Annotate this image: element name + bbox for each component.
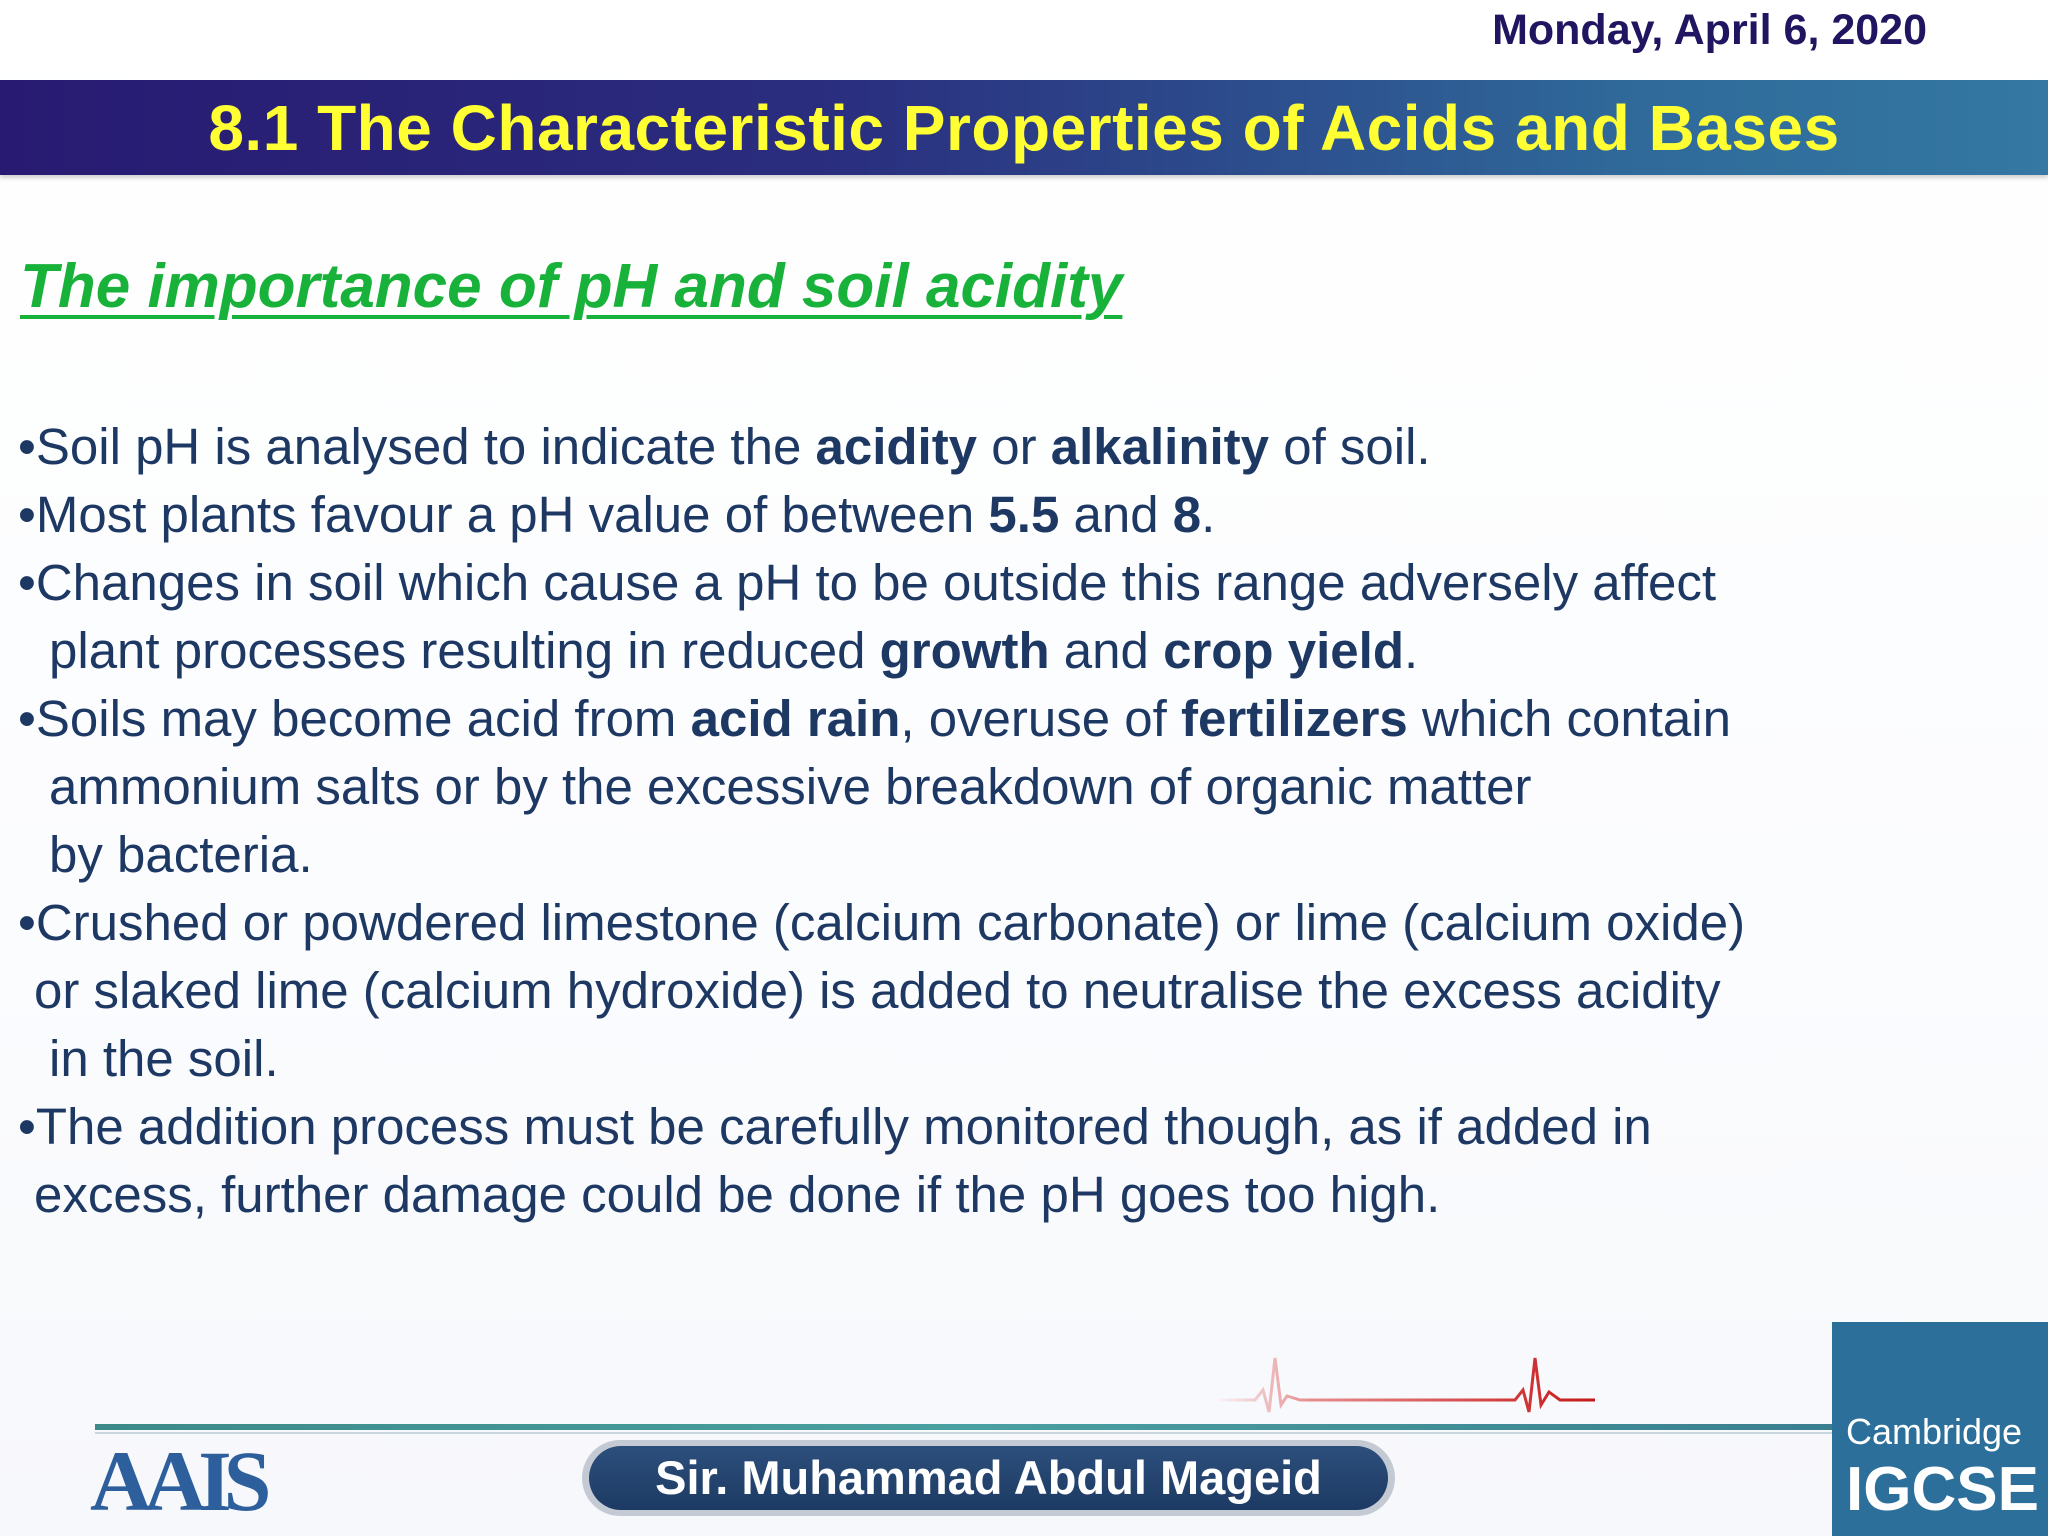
- bullet-text: .: [1201, 486, 1216, 543]
- section-subtitle: The importance of pH and soil acidity: [20, 252, 1123, 321]
- bullet-text: plant processes resulting in reduced: [49, 622, 880, 679]
- slide-date: Monday, April 6, 2020: [1492, 6, 1927, 54]
- bullet-monitoring-cont: excess, further damage could be done if the pH goes too high.: [34, 1166, 1441, 1223]
- bold-term: 8: [1172, 486, 1202, 543]
- bullet-soil-ph: [18, 413, 2008, 481]
- svg-text:AAIS: AAIS: [90, 1440, 264, 1520]
- bullet-limestone-cont: or slaked lime (calcium hydroxide) is added to neutralise the excess acidity: [34, 962, 1721, 1019]
- bullet-acid-soils-cont: by bacteria.: [49, 826, 313, 883]
- badge-cambridge-label: Cambridge: [1846, 1411, 2023, 1452]
- bold-term: 5.5: [988, 486, 1060, 543]
- bullet-text: •Most plants favour a pH value of between: [18, 486, 989, 543]
- slide-title: 8.1 The Characteristic Properties of Acids and Bases: [208, 92, 1840, 164]
- bullet-text: , overuse of: [900, 690, 1182, 747]
- bold-term: fertilizers: [1181, 690, 1408, 747]
- author-name: Sir. Muhammad Abdul Mageid: [589, 1446, 1388, 1510]
- bullet-text: of soil.: [1269, 418, 1431, 475]
- bullet-limestone-cont: in the soil.: [49, 1030, 279, 1087]
- bold-term: growth: [879, 622, 1050, 679]
- bullet-text: •Soils may become acid from: [18, 690, 691, 747]
- bold-term: alkalinity: [1050, 418, 1270, 475]
- heartbeat-line-icon: [1215, 1350, 1595, 1420]
- bullet-text: and: [1059, 486, 1173, 543]
- aais-logo: [90, 1440, 320, 1520]
- footer-divider: [95, 1424, 1835, 1430]
- bullet-acid-soils-cont: ammonium salts or by the excessive breakdown of organic matter: [49, 758, 1532, 815]
- bullet-text: and: [1049, 622, 1164, 679]
- bullet-acid-soils: [18, 685, 2008, 753]
- footer-divider-shadow: [95, 1432, 1835, 1434]
- bullet-monitoring: •The addition process must be carefully monitored though, as if added in: [18, 1098, 1652, 1155]
- bold-term: acidity: [815, 418, 978, 475]
- bold-term: acid rain: [690, 690, 901, 747]
- bullet-list: [18, 413, 2008, 1229]
- bullet-limestone: •Crushed or powdered limestone (calcium carbonate) or lime (calcium oxide): [18, 894, 1746, 951]
- bullet-text: •Soil pH is analysed to indicate the: [18, 418, 816, 475]
- bullet-text: which contain: [1407, 690, 1731, 747]
- badge-igcse-label: IGCSE: [1846, 1455, 2039, 1524]
- bullet-ph-changes: •Changes in soil which cause a pH to be outside this range adversely affect: [18, 554, 1717, 611]
- bullet-text: or: [977, 418, 1051, 475]
- bold-term: crop yield: [1163, 622, 1404, 679]
- bullet-plant-ph-range: [18, 481, 2008, 549]
- bullet-text: .: [1403, 622, 1419, 679]
- bullet-ph-changes-cont: [18, 617, 2008, 685]
